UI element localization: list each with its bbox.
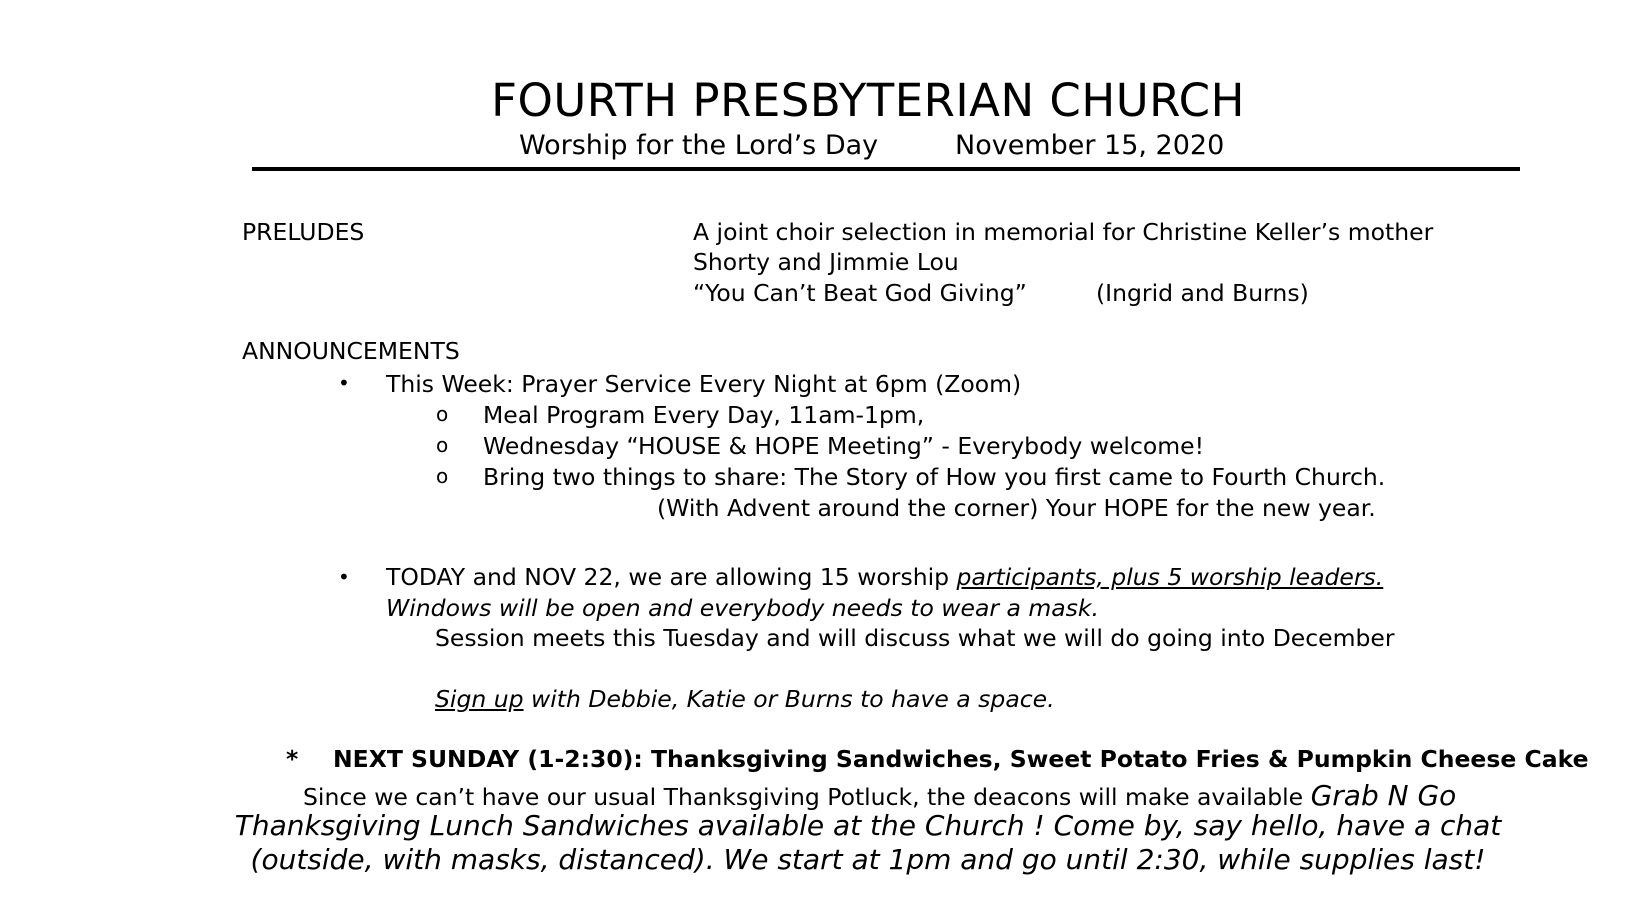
header-rule bbox=[252, 167, 1520, 171]
announcements-label: ANNOUNCEMENTS bbox=[242, 337, 460, 365]
signup-link[interactable]: Sign up bbox=[435, 685, 524, 713]
preludes-song: “You Can’t Beat God Giving” bbox=[693, 279, 1027, 307]
next-sunday-line-1 bbox=[303, 779, 1456, 812]
next-sunday-line-2: Thanksgiving Lunch Sandwiches available at the Church ! Come by, say hello, have a chat bbox=[234, 809, 1502, 842]
page-title: FOURTH PRESBYTERIAN CHURCH bbox=[491, 74, 1245, 127]
this-week-line: This Week: Prayer Service Every Night at 6pm (Zoom) bbox=[386, 370, 1022, 398]
signup-rest: with Debbie, Katie or Burns to have a space. bbox=[523, 685, 1055, 713]
sub-bullet: o bbox=[436, 433, 449, 457]
next-sunday-heading: NEXT SUNDAY (1-2:30): Thanksgiving Sandwiches, Sweet Potato Fries & Pumpkin Cheese Cake bbox=[333, 745, 1589, 773]
next-sunday-star: * bbox=[286, 745, 299, 773]
next-sunday-line-3: (outside, with masks, distanced). We start at 1pm and go until 2:30, while supplies last! bbox=[250, 843, 1486, 876]
next-sunday-line-1-plain: Since we can’t have our usual Thanksgiving Potluck, the deacons will make available bbox=[303, 783, 1311, 811]
preludes-line-2: Shorty and Jimmie Lou bbox=[693, 248, 959, 276]
windows-line: Windows will be open and everybody needs to wear a mask. bbox=[386, 594, 1099, 622]
sub-bullet: o bbox=[436, 402, 449, 426]
advent-line: (With Advent around the corner) Your HOPE for the new year. bbox=[657, 494, 1376, 522]
sub-item-meeting: Wednesday “HOUSE & HOPE Meeting” - Everybody welcome! bbox=[483, 432, 1205, 460]
session-line: Session meets this Tuesday and will discuss what we will do going into December bbox=[435, 624, 1395, 652]
service-title: Worship for the Lord’s Day bbox=[519, 130, 879, 161]
next-sunday-grab-n-go: Grab N Go bbox=[1310, 779, 1457, 812]
today-plain: TODAY and NOV 22, we are allowing 15 worship bbox=[386, 563, 957, 591]
signup-line bbox=[435, 685, 1055, 713]
service-date: November 15, 2020 bbox=[955, 130, 1225, 161]
preludes-line-1: A joint choir selection in memorial for Christine Keller’s mother bbox=[693, 218, 1434, 246]
bullet: • bbox=[338, 371, 350, 395]
sub-item-meal: Meal Program Every Day, 11am-1pm, bbox=[483, 401, 925, 429]
today-line bbox=[386, 563, 1383, 591]
today-participants: participants, plus 5 worship leaders. bbox=[956, 563, 1384, 591]
bullet: • bbox=[338, 565, 350, 589]
preludes-performers: (Ingrid and Burns) bbox=[1096, 279, 1309, 307]
sub-bullet: o bbox=[436, 464, 449, 488]
sub-item-share: Bring two things to share: The Story of How you first came to Fourth Church. bbox=[483, 463, 1386, 491]
preludes-label: PRELUDES bbox=[242, 218, 365, 246]
